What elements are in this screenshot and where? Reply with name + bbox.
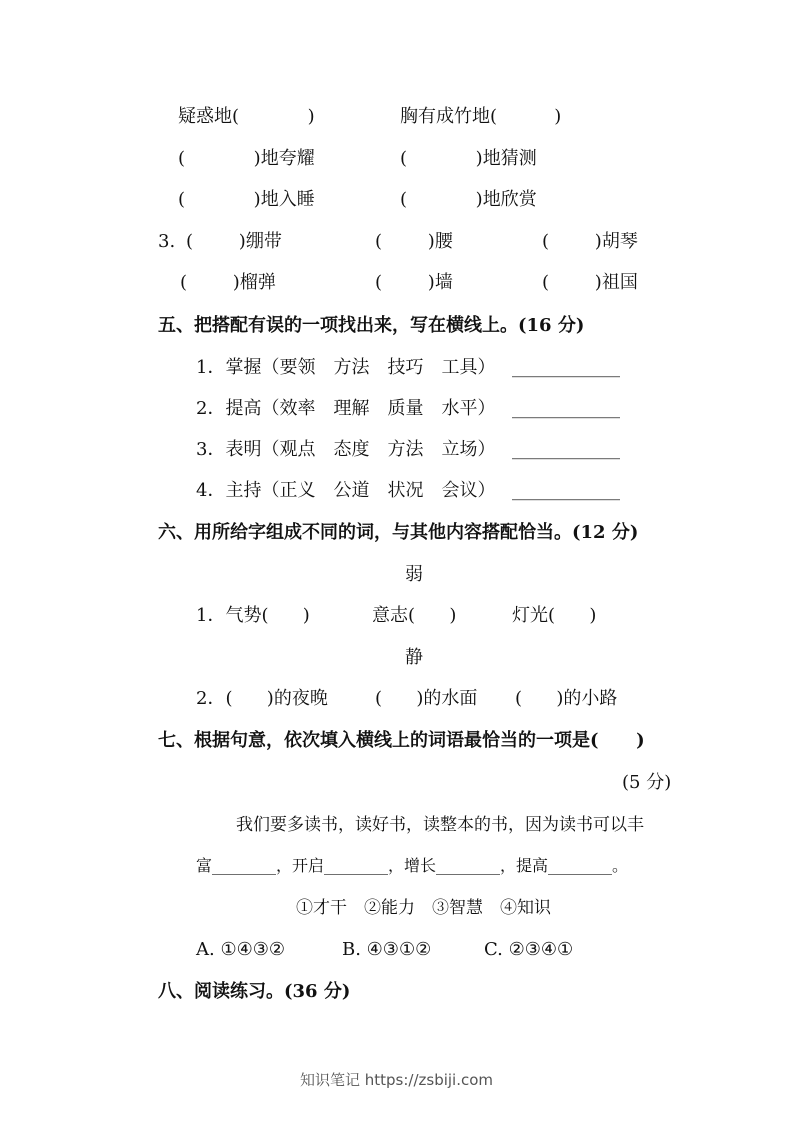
footer-watermark: 知识笔记 https://zsbiji.com — [299, 1071, 494, 1089]
section5-blank-4: ____________ — [512, 480, 620, 501]
section7-score: (5 分) — [622, 772, 672, 793]
q3-row2-c: ( )祖国 — [542, 272, 638, 293]
q2-line-1-b: 胸有成竹地( ) — [400, 106, 562, 127]
section5-item-2: 2．提高（效率 理解 质量 水平） — [196, 398, 496, 419]
section6-char-2: 静 — [405, 647, 423, 668]
q2-line-2-b: ( )地猜测 — [400, 148, 537, 169]
q2-line-3-a: ( )地入睡 — [178, 189, 315, 210]
section6-line2-b: ( )的水面 — [375, 688, 478, 709]
section6-line2-c: ( )的小路 — [515, 688, 618, 709]
section5-blank-2: ____________ — [512, 398, 620, 419]
section8-title: 八、阅读练习。(36 分) — [158, 981, 351, 1002]
section5-item-1: 1．掌握（要领 方法 技巧 工具） — [196, 357, 496, 378]
section7-title: 七、根据句意，依次填入横线上的词语最恰当的一项是( ) — [158, 730, 645, 751]
section6-line1-c: 灯光( ) — [512, 605, 597, 626]
section7-sentence-1: 我们要多读书，读好书，读整本的书，因为读书可以丰 — [236, 815, 644, 835]
q2-line-2-a: ( )地夸耀 — [178, 148, 315, 169]
section6-title: 六、用所给字组成不同的词，与其他内容搭配恰当。(12 分) — [158, 522, 639, 543]
section7-choice-c: C. ②③④① — [484, 939, 574, 960]
q3-row2-b: ( )墙 — [375, 272, 453, 293]
section5-item-4: 4．主持（正义 公道 状况 会议） — [196, 480, 496, 501]
section6-line2-a: 2．( )的夜晚 — [196, 688, 328, 709]
q3-row2-a: ( )榴弹 — [180, 272, 276, 293]
section5-blank-3: ____________ — [512, 439, 620, 460]
q3-number: 3. — [158, 231, 176, 252]
q2-line-1-a: 疑惑地( ) — [178, 106, 315, 127]
section5-title: 五、把搭配有误的一项找出来，写在横线上。(16 分) — [158, 315, 585, 336]
q2-line-3-b: ( )地欣赏 — [400, 189, 537, 210]
section7-options: ①才干 ②能力 ③智慧 ④知识 — [296, 898, 551, 918]
section5-item-3: 3．表明（观点 态度 方法 立场） — [196, 439, 496, 460]
section6-char-1: 弱 — [405, 564, 423, 585]
section6-line1-a: 1．气势( ) — [196, 605, 310, 626]
section5-blank-1: ____________ — [512, 357, 620, 378]
section7-choice-a: A. ①④③② — [196, 939, 285, 960]
q3-row1-b: ( )腰 — [375, 231, 453, 252]
section7-choice-b: B. ④③①② — [342, 939, 432, 960]
section6-line1-b: 意志( ) — [372, 605, 457, 626]
q3-row1-c: ( )胡琴 — [542, 231, 638, 252]
q3-row1-a: ( )绷带 — [186, 231, 282, 252]
section7-sentence-2: 富________，开启________，增长________，提高________。 — [196, 856, 629, 875]
